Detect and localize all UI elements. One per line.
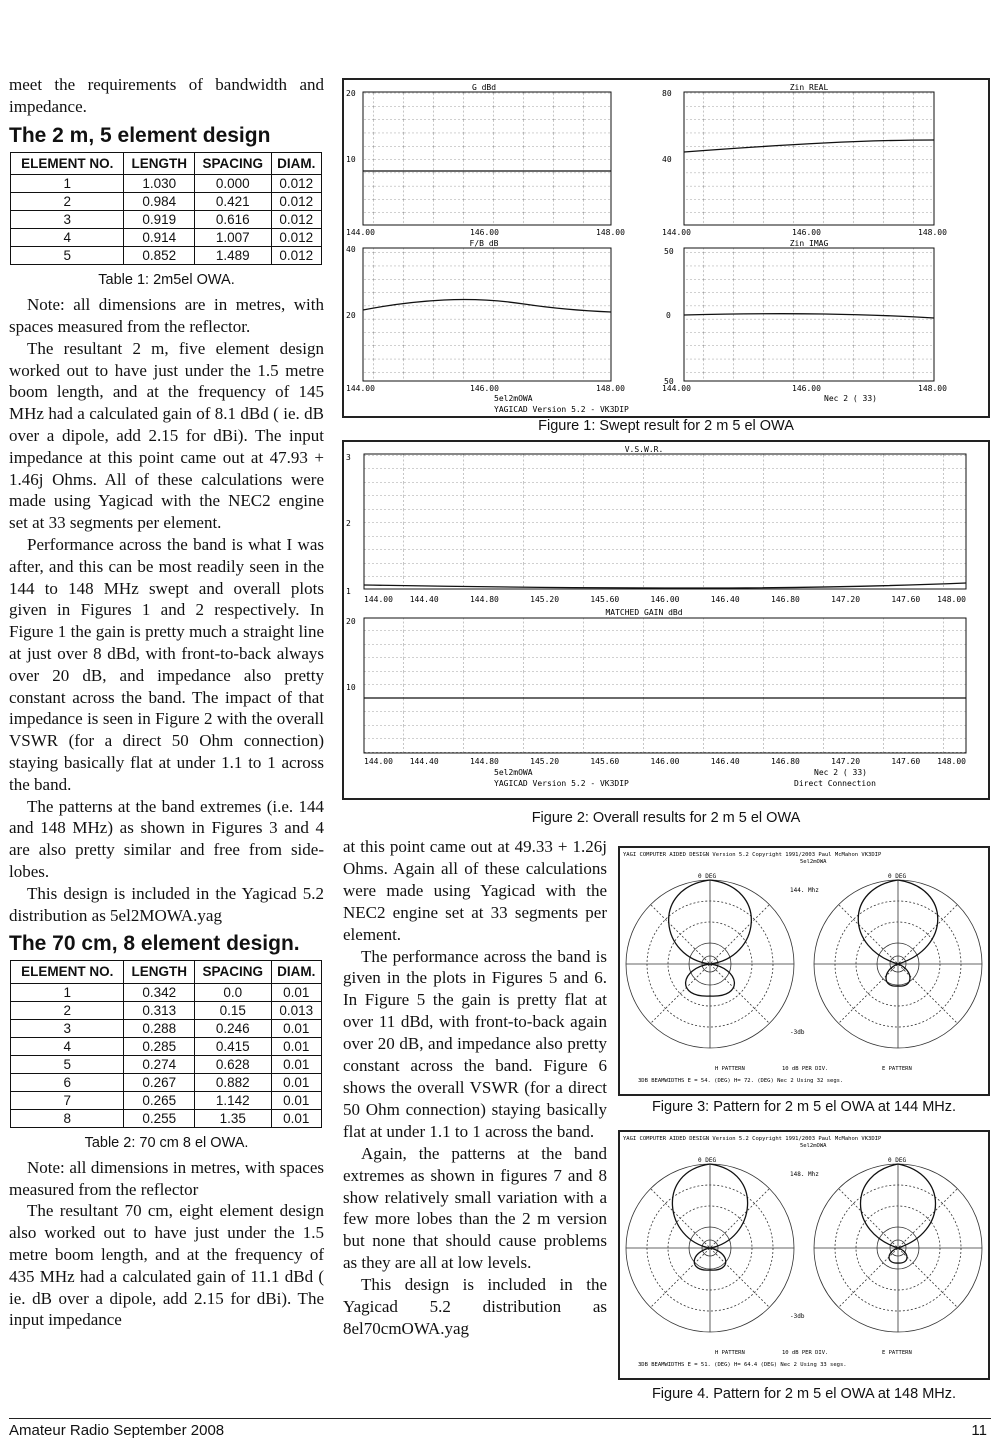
table2-cell: 0.01 (271, 984, 321, 1002)
figure-1-swept-plots (342, 78, 990, 418)
note2-paragraph: Note: all dimensions in metres, with spaces measured from the reflector (9, 1157, 324, 1199)
page-number: 11 (971, 1422, 987, 1439)
gain-x-max: 148.00 (596, 228, 625, 237)
table2-row (11, 984, 322, 1002)
gain-y-max: 20 (346, 89, 356, 98)
table2-cell: 0.246 (195, 1020, 271, 1038)
vswr-y-min: 1 (346, 587, 351, 596)
gain-y-mid: 10 (346, 155, 356, 164)
left-column (9, 74, 324, 1331)
table2-cell: 0.01 (271, 1110, 321, 1128)
continuation-paragraph: at this point came out at 49.33 + 1.26j Ohms. Again all of these calculations were made using Yagicad with the NEC2 engine set at 33 segments per element. (343, 837, 607, 944)
vswr-x-tick-label: 145.20 (530, 595, 560, 604)
zimag-x-min: 144.00 (662, 384, 691, 393)
section-heading-2m: The 2 m, 5 element design (9, 123, 271, 147)
table2-header-cell: ELEMENT NO. (11, 961, 124, 984)
figure-1-svg (344, 80, 988, 416)
vswr-x-tick-label: 146.80 (770, 595, 800, 604)
fig4-header: YAGI COMPUTER AIDED DESIGN Version 5.2 Copyright 1991/2003 Paul McMahon VK3DIP (623, 1136, 882, 1142)
performance1-paragraph: Performance across the band is what I was after, and this can be most readily seen in the 144 to 148 MHz swept and overall plots given in Figures 1 and 2 respectively. In Figure 1 the gain is pretty much a straight line at just over 8 dBd, with front-to-back always over 20 dB, and impedance also pretty constant across the band. The impact of that impedance is seen in Figure 2 with the overall VSWR (for a direct 50 Ohm connection) staying basically flat at under 1.1 to 1 across the band. (9, 534, 324, 794)
table1-cell: 0.012 (271, 211, 321, 229)
section-heading-70cm: The 70 cm, 8 element design. (9, 932, 300, 956)
intro-paragraph: meet the requirements of bandwidth and impedance. (9, 75, 324, 116)
table2-cell: 0.0 (195, 984, 271, 1002)
table2-cell: 0.01 (271, 1038, 321, 1056)
table1-cell: 0.914 (124, 229, 195, 247)
figure-4-caption: Figure 4. Pattern for 2 m 5 el OWA at 148 MHz. (651, 1386, 957, 1402)
fig4-div-label: 10 dB PER DIV. (782, 1350, 829, 1356)
fig1-engine-label: Nec 2 ( 33) (824, 394, 877, 403)
matched-gain-x-tick-label: 144.80 (469, 757, 499, 766)
result1-paragraph: The resultant 2 m, five element design worked out to have just under the 1.5 metre boom length, and at the frequency of 145 MHz had a calculated gain of 8.1 dBd ( ie. dB over a dipole, add 2.15 for dBi). The input impedance at this point came out at 47.93 + 1.46j Ohms. All of these calculations were made using Yagicad with the NEC2 engine set at 33 segments per element. (9, 338, 324, 533)
table-2m-dimensions (10, 152, 322, 266)
matched-gain-title: MATCHED GAIN dBd (605, 608, 683, 617)
vswr-x-tick-label: 147.60 (891, 595, 921, 604)
fig3-freq: 144. Mhz (790, 887, 819, 894)
fb-y-max: 40 (346, 245, 356, 254)
vswr-y-max: 3 (346, 453, 351, 462)
table2-cell: 0.267 (124, 1074, 195, 1092)
table1-cell: 1.030 (124, 175, 195, 193)
table2-cell: 0.274 (124, 1056, 195, 1074)
magazine-issue: Amateur Radio September 2008 (9, 1422, 225, 1439)
table1-cell: 3 (11, 211, 124, 229)
matched-gain-x-tick-label: 147.60 (891, 757, 921, 766)
fig3-header: YAGI COMPUTER AIDED DESIGN Version 5.2 Copyright 1991/2003 Paul McMahon VK3DIP (623, 852, 882, 858)
fig4-h-pattern-label: H PATTERN (715, 1350, 745, 1356)
table1-cell: 0.919 (124, 211, 195, 229)
matched-gain-x-tick-label: 148.00 (937, 757, 966, 766)
gain-x-min: 144.00 (346, 228, 375, 237)
result2-paragraph: The resultant 70 cm, eight element design also worked out to have just under the 1.5 metre boom length, and at the frequency of 435 MHz had a calculated gain of 11.1 dBd ( ie. dB over a dipole, add 2.15 for dBi). The input impedance (9, 1201, 324, 1330)
fig1-version-label: YAGICAD Version 5.2 - VK3DIP (494, 405, 629, 414)
figure-3-svg (620, 848, 988, 1094)
table2-row (11, 1020, 322, 1038)
table1-row (11, 211, 322, 229)
note1-paragraph: Note: all dimensions are in metres, with spaces measured from the reflector. (9, 295, 324, 336)
vswr-x-tick-label: 146.00 (650, 595, 680, 604)
table2-cell: 6 (11, 1074, 124, 1092)
fig3-beamwidths: 3DB BEAMWIDTHS E = 54. (DEG) H= 72. (DEG) Nec 2 Using 32 segs. (638, 1078, 844, 1084)
fig4-deg-left: 0 DEG (698, 1157, 717, 1164)
patterns2-paragraph: Again, the patterns at the band extremes as shown in figures 7 and 8 show relatively small variation with a few more lobes than the 2 m version but none that should cause problems as they are all at low levels. (343, 1143, 607, 1273)
matched-gain-y-mid: 10 (346, 683, 356, 692)
fig4-deg-right: 0 DEG (888, 1157, 907, 1164)
table2-cell: 0.01 (271, 1074, 321, 1092)
vswr-x-tick-label: 144.80 (469, 595, 499, 604)
matched-gain-y-max: 20 (346, 617, 356, 626)
table1-cell: 1.007 (195, 229, 271, 247)
patterns1-paragraph: The patterns at the band extremes (i.e. 144 and 148 MHz) as shown in Figures 3 and 4 are also pretty similar and free from side-lobes. (9, 796, 324, 881)
zreal-y-max: 80 (662, 89, 672, 98)
fb-plot-area (363, 248, 611, 381)
table2-cell: 3 (11, 1020, 124, 1038)
fig4-e-pattern-label: E PATTERN (882, 1350, 912, 1356)
matched-gain-x-tick-label: 146.00 (650, 757, 680, 766)
table2-cell: 0.285 (124, 1038, 195, 1056)
table2-row (11, 1092, 322, 1110)
table1-cell: 4 (11, 229, 124, 247)
distribution1-paragraph: This design is included in the Yagicad 5.2 distribution as 5el2MOWA.yag (9, 883, 324, 925)
table2-cell: 0.415 (195, 1038, 271, 1056)
gain-title: G dBd (471, 83, 497, 92)
table1-cell: 0.852 (124, 247, 195, 265)
fb-title: F/B dB (469, 239, 499, 248)
fig4-freq: 148. Mhz (790, 1171, 819, 1178)
fig3-deg-right: 0 DEG (888, 873, 907, 880)
table1-cell: 0.000 (195, 175, 271, 193)
figure-2-caption: Figure 2: Overall results for 2 m 5 el OWA (531, 810, 801, 826)
fig3-3db: -3db (790, 1029, 805, 1036)
fig3-div-label: 10 dB PER DIV. (782, 1066, 829, 1072)
vswr-x-tick-label: 144.40 (409, 595, 439, 604)
table2-cell: 0.01 (271, 1092, 321, 1110)
fb-x-max: 148.00 (596, 384, 625, 393)
table2-row (11, 1074, 322, 1092)
fig2-file-label: 5el2mOWA (494, 768, 533, 777)
table2-cell: 4 (11, 1038, 124, 1056)
fb-x-mid: 146.00 (470, 384, 499, 393)
table1-cell: 0.012 (271, 175, 321, 193)
matched-gain-x-tick-label: 146.40 (710, 757, 740, 766)
zreal-plot-area (684, 92, 934, 225)
fig4-beamwidths: 3DB BEAMWIDTHS E = 51. (DEG) H= 64.4 (DEG) Nec 2 Using 33 segs. (638, 1362, 847, 1368)
matched-gain-x-tick-label: 146.80 (770, 757, 800, 766)
middle-column (343, 836, 607, 1340)
fig4-file: 5el2mOWA (800, 1143, 827, 1149)
vswr-plot-area (364, 454, 966, 589)
matched-gain-x-tick-label: 145.60 (590, 757, 620, 766)
distribution2-paragraph: This design is included in the Yagicad 5.2 distribution as 8el70cmOWA.yag (343, 1275, 607, 1338)
vswr-x-tick-label: 146.40 (710, 595, 740, 604)
table2-header-cell: SPACING (195, 961, 271, 984)
matched-gain-x-tick-label: 144.00 (364, 757, 393, 766)
vswr-x-tick-label: 147.20 (831, 595, 861, 604)
table2-row (11, 1038, 322, 1056)
vswr-x-ticks (364, 595, 966, 604)
gain-x-mid: 146.00 (470, 228, 499, 237)
table1-header-cell: ELEMENT NO. (11, 152, 124, 175)
table2-cell: 0.882 (195, 1074, 271, 1092)
fig3-file: 5el2mOWA (800, 859, 827, 865)
table1-cell: 0.421 (195, 193, 271, 211)
table2-cell: 1.142 (195, 1092, 271, 1110)
table2-cell: 0.013 (271, 1002, 321, 1020)
zimag-y-min: 50 (664, 377, 674, 386)
fig3-e-pattern-label: E PATTERN (882, 1066, 912, 1072)
gain-plot-area (363, 92, 611, 225)
vswr-y-mid: 2 (346, 519, 351, 528)
table1-cell: 0.012 (271, 193, 321, 211)
zimag-x-mid: 146.00 (792, 384, 821, 393)
fig2-version-label: YAGICAD Version 5.2 - VK3DIP (494, 779, 629, 788)
table2-caption: Table 2: 70 cm 8 el OWA. (84, 1135, 249, 1152)
matched-gain-x-tick-label: 145.20 (530, 757, 560, 766)
fig1-file-label: 5el2mOWA (494, 394, 533, 403)
table2-cell: 2 (11, 1002, 124, 1020)
zreal-x-mid: 146.00 (792, 228, 821, 237)
table-70cm-dimensions (10, 960, 322, 1128)
table1-cell: 0.012 (271, 229, 321, 247)
zimag-title: Zin IMAG (789, 239, 829, 248)
table2-cell: 8 (11, 1110, 124, 1128)
zreal-x-max: 148.00 (918, 228, 947, 237)
page-footer (9, 1418, 991, 1439)
fb-x-min: 144.00 (346, 384, 375, 393)
table1-cell: 0.012 (271, 247, 321, 265)
table2-header-cell: LENGTH (124, 961, 195, 984)
table1-cell: 2 (11, 193, 124, 211)
zimag-x-max: 148.00 (918, 384, 947, 393)
figure-3-pattern-144 (618, 846, 990, 1096)
table1-cell: 1.489 (195, 247, 271, 265)
matched-gain-x-ticks (364, 757, 966, 766)
table1-row (11, 193, 322, 211)
table2-row (11, 1002, 322, 1020)
vswr-title: V.S.W.R. (624, 445, 664, 454)
table2-cell: 1 (11, 984, 124, 1002)
table2-cell: 0.01 (271, 1056, 321, 1074)
performance2-paragraph: The performance across the band is given in the plots in Figures 5 and 6. In Figure 5 the gain is pretty flat at over 11 dBd, with front-to-back again over 20 dB, and impedance also pretty constant across the band. Figure 6 shows the overall VSWR (for a direct 50 Ohm connection) staying basically flat at under 1.1 to 1 across the band. (343, 946, 607, 1141)
table1-cell: 5 (11, 247, 124, 265)
table1-caption: Table 1: 2m5el OWA. (98, 272, 235, 289)
zimag-y-max: 50 (664, 247, 674, 256)
fig3-h-pattern-label: H PATTERN (715, 1066, 745, 1072)
matched-gain-x-tick-label: 144.40 (409, 757, 439, 766)
table2-row (11, 1110, 322, 1128)
table2-row (11, 1056, 322, 1074)
figure-1-caption: Figure 1: Swept result for 2 m 5 el OWA (538, 418, 794, 434)
table1-row (11, 247, 322, 265)
table2-cell: 5 (11, 1056, 124, 1074)
table1-cell: 0.616 (195, 211, 271, 229)
vswr-x-tick-label: 144.00 (364, 595, 393, 604)
table2-cell: 0.01 (271, 1020, 321, 1038)
fb-y-mid: 20 (346, 311, 356, 320)
table1-header-cell: LENGTH (124, 152, 195, 175)
table1-header-cell: DIAM. (271, 152, 321, 175)
fig3-deg-left: 0 DEG (698, 873, 717, 880)
fig4-3db: -3db (790, 1313, 805, 1320)
table2-cell: 0.255 (124, 1110, 195, 1128)
figure-4-svg (620, 1132, 988, 1378)
table1-cell: 0.984 (124, 193, 195, 211)
zimag-y-mid: 0 (666, 311, 671, 320)
zreal-y-mid: 40 (662, 155, 672, 164)
table2-cell: 0.313 (124, 1002, 195, 1020)
zreal-x-min: 144.00 (662, 228, 691, 237)
table1-cell: 1 (11, 175, 124, 193)
table2-cell: 0.628 (195, 1056, 271, 1074)
table2-cell: 0.15 (195, 1002, 271, 1020)
vswr-x-tick-label: 145.60 (590, 595, 620, 604)
table2-cell: 0.342 (124, 984, 195, 1002)
figure-4-pattern-148 (618, 1130, 990, 1380)
table2-cell: 0.265 (124, 1092, 195, 1110)
figure-2-overall-plots (342, 440, 990, 800)
fig2-connection-label: Direct Connection (794, 779, 876, 788)
table1-row (11, 175, 322, 193)
matched-gain-x-tick-label: 147.20 (831, 757, 861, 766)
zreal-title: Zin REAL (789, 83, 829, 92)
matched-gain-plot-area (364, 618, 966, 753)
figure-2-svg (344, 442, 988, 798)
figure-3-caption: Figure 3: Pattern for 2 m 5 el OWA at 144 MHz. (651, 1099, 957, 1115)
table2-header-cell: DIAM. (271, 961, 321, 984)
table2-cell: 0.288 (124, 1020, 195, 1038)
table1-row (11, 229, 322, 247)
vswr-x-tick-label: 148.00 (937, 595, 966, 604)
table2-cell: 7 (11, 1092, 124, 1110)
fig2-engine-label: Nec 2 ( 33) (814, 768, 867, 777)
table2-cell: 1.35 (195, 1110, 271, 1128)
table1-header-cell: SPACING (195, 152, 271, 175)
